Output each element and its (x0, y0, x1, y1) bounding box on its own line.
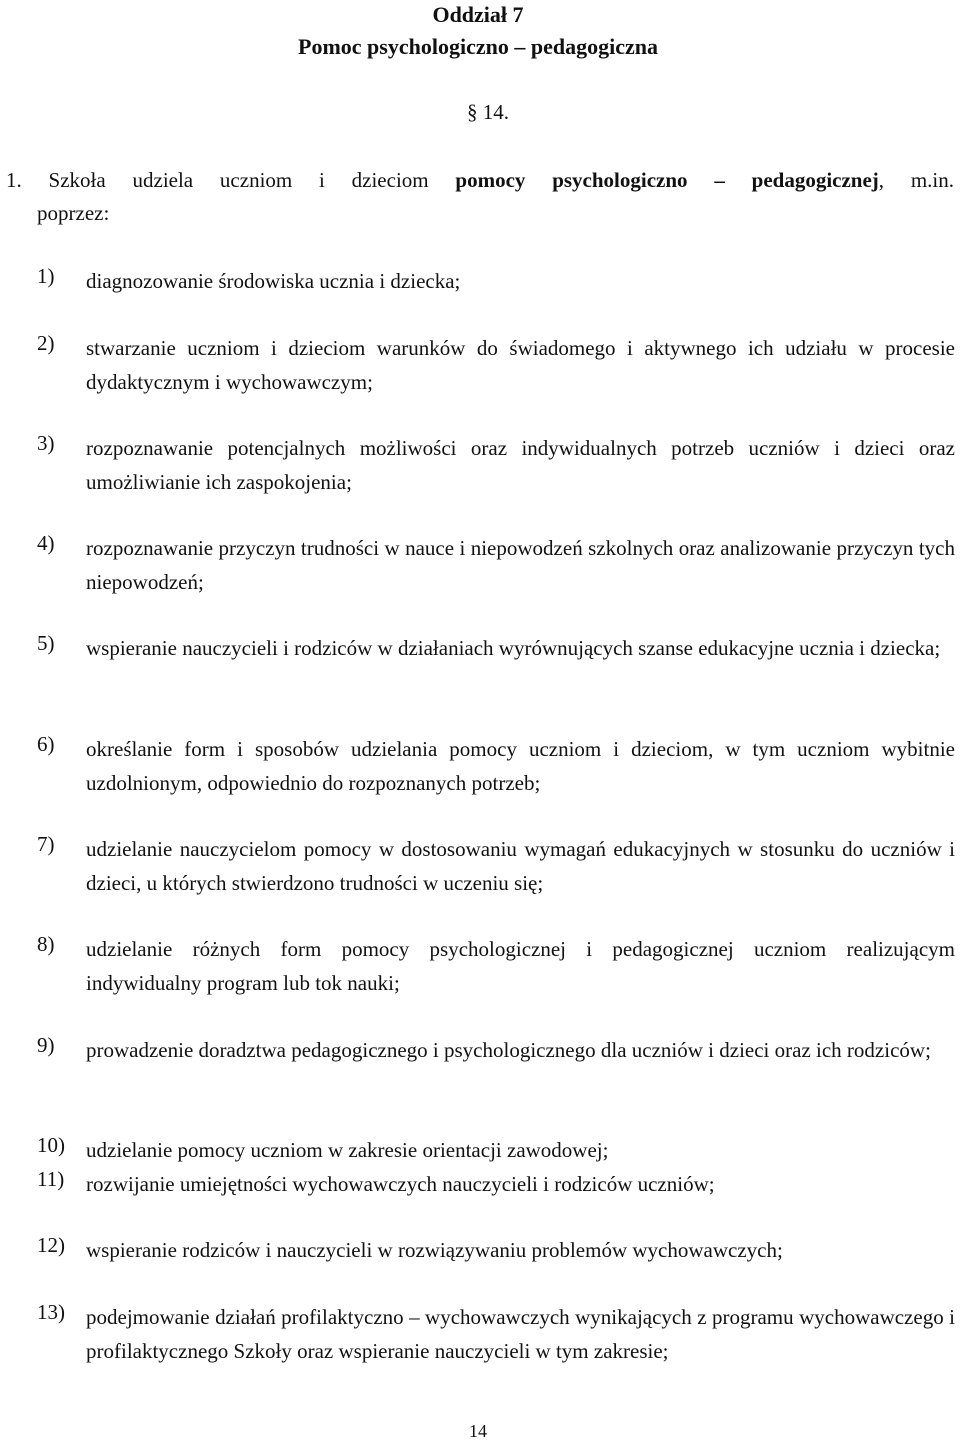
list-item-number: 9) (37, 1033, 55, 1057)
paragraph-number: § 14. (467, 100, 509, 124)
list-item (37, 1133, 955, 1167)
list-item-number: 5) (37, 631, 55, 655)
list-item-number: 1) (37, 264, 55, 288)
list-item-text: udzielanie różnych form pomocy psychologicznej i pedagogicznej uczniom realizującym indywidualny program lub tok nauki; (86, 937, 955, 995)
chapter-title: Pomoc psychologiczno – pedagogiczna (298, 34, 658, 59)
list-item (37, 1167, 955, 1201)
list-item-number: 7) (37, 832, 55, 856)
list-item-text: diagnozowanie środowiska ucznia i dziecka; (86, 269, 461, 293)
list-item-number: 10) (37, 1133, 65, 1157)
intro-number: 1. (6, 168, 22, 192)
list-item (37, 531, 955, 599)
list-item (37, 631, 955, 665)
list-item-number: 11) (37, 1167, 65, 1191)
list-item-number: 6) (37, 732, 55, 756)
list-item (37, 331, 955, 399)
page-number: 14 (469, 1421, 487, 1441)
list-item (37, 832, 955, 900)
intro-bold-text: pomocy psychologiczno – pedagogicznej (455, 168, 879, 192)
list-item-text: podejmowanie działań profilaktyczno – wychowawczych wynikających z programu wychowawczego i profilaktycznego Szkoły oraz wspieranie nauczycieli w tym zakresie; (86, 1305, 955, 1363)
list-item (37, 732, 955, 800)
list-item-number: 8) (37, 932, 55, 956)
intro-text: Szkoła udziela uczniom i dzieciom (48, 168, 429, 192)
list-item (37, 1300, 955, 1368)
intro-paragraph (6, 164, 954, 197)
intro-continuation: poprzez: (37, 201, 110, 225)
list-item (37, 932, 955, 1000)
list-item (37, 431, 955, 499)
list-item (37, 1033, 955, 1067)
list-item-text: wspieranie rodziców i nauczycieli w rozwiązywaniu problemów wychowawczych; (86, 1238, 783, 1262)
list-item-text: rozwijanie umiejętności wychowawczych nauczycieli i rodziców uczniów; (86, 1172, 715, 1196)
list-item-text: udzielanie nauczycielom pomocy w dostosowaniu wymagań edukacyjnych w stosunku do uczniów i dzieci, u których stwierdzono trudności w uczeniu się; (86, 837, 955, 895)
list-item (37, 264, 955, 298)
list-item-text: wspieranie nauczycieli i rodziców w działaniach wyrównujących szanse edukacyjne ucznia i dziecka; (86, 636, 941, 660)
list-item-number: 13) (37, 1300, 65, 1324)
list-item (37, 1233, 955, 1267)
list-item-text: rozpoznawanie potencjalnych możliwości oraz indywidualnych potrzeb uczniów i dzieci oraz umożliwianie ich zaspokojenia; (86, 436, 955, 494)
list-item-text: określanie form i sposobów udzielania pomocy uczniom i dzieciom, w tym uczniom wybitnie uzdolnionym, odpowiednio do rozpoznanych potrzeb; (86, 737, 955, 795)
list-item-number: 12) (37, 1233, 65, 1257)
intro-text-after: , m.in. (878, 168, 955, 192)
list-item-number: 4) (37, 531, 55, 555)
list-item-number: 3) (37, 431, 55, 455)
list-item-number: 2) (37, 331, 55, 355)
list-item-text: prowadzenie doradztwa pedagogicznego i psychologicznego dla uczniów i dzieci oraz ich rodziców; (86, 1038, 931, 1062)
list-item-text: stwarzanie uczniom i dzieciom warunków do świadomego i aktywnego ich udziału w procesie dydaktycznym i wychowawczym; (86, 336, 955, 394)
list-item-text: rozpoznawanie przyczyn trudności w nauce i niepowodzeń szkolnych oraz analizowanie przyczyn tych niepowodzeń; (86, 536, 955, 594)
chapter-heading: Oddział 7 (432, 2, 524, 27)
list-item-text: udzielanie pomocy uczniom w zakresie orientacji zawodowej; (86, 1138, 609, 1162)
